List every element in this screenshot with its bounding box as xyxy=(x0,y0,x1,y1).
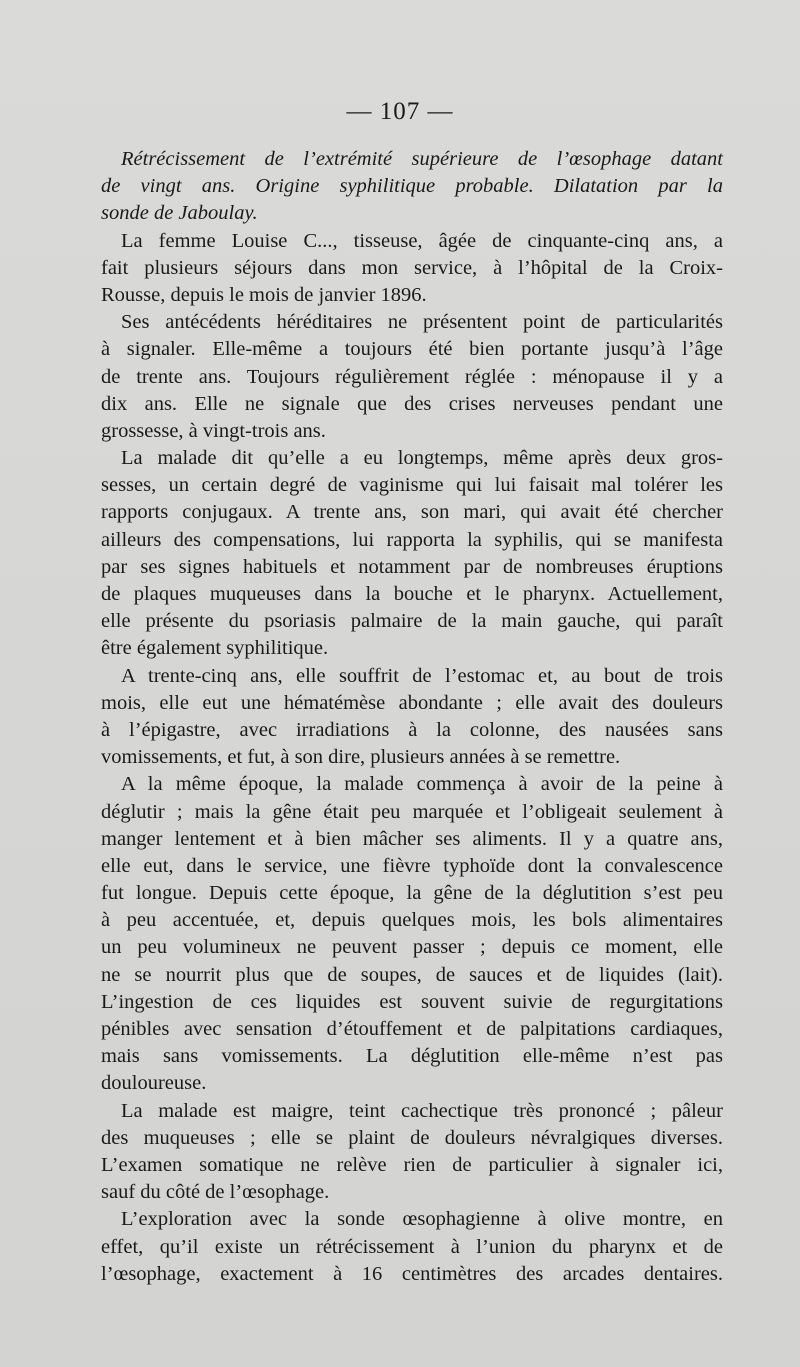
paragraph-line: un peu volumineux ne peuvent passer ; depuis ce moment, elle xyxy=(101,936,723,959)
paragraph-line: ailleurs des compensations, lui rapporta la syphilis, qui se manifesta xyxy=(101,528,723,551)
paragraph-line: déglutir ; mais la gêne était peu marquée et l’obligeait seulement à xyxy=(101,800,723,823)
paragraph-line: vomissements, et fut, à son dire, plusieurs années à se remettre. xyxy=(101,746,621,769)
paragraph-line: douloureuse. xyxy=(101,1072,207,1095)
paragraph-line: l’œsophage, exactement à 16 centimètres des arcades dentaires. xyxy=(101,1262,723,1285)
paragraph-line: à l’épigastre, avec irradiations à la colonne, des nausées sans xyxy=(101,718,723,741)
paragraph-line: A trente-cinq ans, elle souffrit de l’estomac et, au bout de trois xyxy=(121,664,723,687)
paragraph-line: mais sans vomissements. La déglutition elle-même n’est pas xyxy=(101,1045,723,1068)
paragraph-line: de trente ans. Toujours régulièrement réglée : ménopause il y a xyxy=(101,365,723,388)
page-number: — 107 — xyxy=(346,98,454,125)
paragraph-line: elle eut, dans le service, une fièvre typhoïde dont la convalescence xyxy=(101,854,723,877)
paragraph-line: ne se nourrit plus que de soupes, de sauces et de liquides (lait). xyxy=(101,963,723,986)
paragraph-line: Ses antécédents héréditaires ne présentent point de particularités xyxy=(121,311,723,334)
paragraph-line: manger lentement et à bien mâcher ses aliments. Il y a quatre ans, xyxy=(101,827,723,850)
paragraph-line: à signaler. Elle-même a toujours été bien portante jusqu’à l’âge xyxy=(101,338,723,361)
paragraph-line: Rousse, depuis le mois de janvier 1896. xyxy=(101,283,427,306)
paragraph-line: La malade dit qu’elle a eu longtemps, même après deux gros- xyxy=(121,447,723,470)
paragraph-line: L’ingestion de ces liquides est souvent suivie de regurgitations xyxy=(101,990,723,1013)
paragraph-line: à peu accentuée, et, depuis quelques mois, les bols alimentaires xyxy=(101,909,723,932)
title-line: sonde de Jaboulay. xyxy=(101,202,258,225)
paragraph-line: fait plusieurs séjours dans mon service, à l’hôpital de la Croix- xyxy=(101,256,723,279)
paragraph-line: des muqueuses ; elle se plaint de douleurs névralgiques diverses. xyxy=(101,1126,723,1149)
paragraph-line: A la même époque, la malade commença à avoir de la peine à xyxy=(121,773,723,796)
paragraph-line: par ses signes habituels et notamment par de nombreuses éruptions xyxy=(101,555,723,578)
paragraph-line: mois, elle eut une hématémèse abondante ; elle avait des douleurs xyxy=(101,691,723,714)
paragraph-line: effet, qu’il existe un rétrécissement à l’union du pharynx et de xyxy=(101,1235,723,1258)
paragraph-line: dix ans. Elle ne signale que des crises nerveuses pendant une xyxy=(101,392,723,415)
paragraph-line: La femme Louise C..., tisseuse, âgée de cinquante-cinq ans, a xyxy=(121,229,723,252)
title-line: de vingt ans. Origine syphilitique probable. Dilatation par la xyxy=(101,175,723,198)
paragraph-line: fut longue. Depuis cette époque, la gêne de la déglutition s’est peu xyxy=(101,882,723,905)
paragraph-line: L’exploration avec la sonde œsophagienne à olive montre, en xyxy=(121,1208,723,1231)
paragraph-line: La malade est maigre, teint cachectique très prononcé ; pâleur xyxy=(121,1099,723,1122)
paragraph-line: sesses, un certain degré de vaginisme qui lui faisait mal tolérer les xyxy=(101,474,723,497)
paragraph-line: sauf du côté de l’œsophage. xyxy=(101,1181,330,1204)
paragraph-line: de plaques muqueuses dans la bouche et le pharynx. Actuellement, xyxy=(101,583,723,605)
paragraph-line: rapports conjugaux. A trente ans, son mari, qui avait été chercher xyxy=(101,501,723,524)
paragraph-line: pénibles avec sensation d’étouffement et de palpitations cardiaques, xyxy=(101,1018,723,1040)
page-text xyxy=(101,146,723,1288)
title-line: Rétrécissement de l’extrémité supérieure de l’œsophage datant xyxy=(121,148,723,170)
paragraph-line: grossesse, à vingt-trois ans. xyxy=(101,419,326,442)
paragraph-line: elle présente du psoriasis palmaire de la main gauche, qui paraît xyxy=(101,610,723,633)
paragraph-line: être également syphilitique. xyxy=(101,637,329,660)
paragraph-line: L’examen somatique ne relève rien de particulier à signaler ici, xyxy=(101,1153,723,1176)
